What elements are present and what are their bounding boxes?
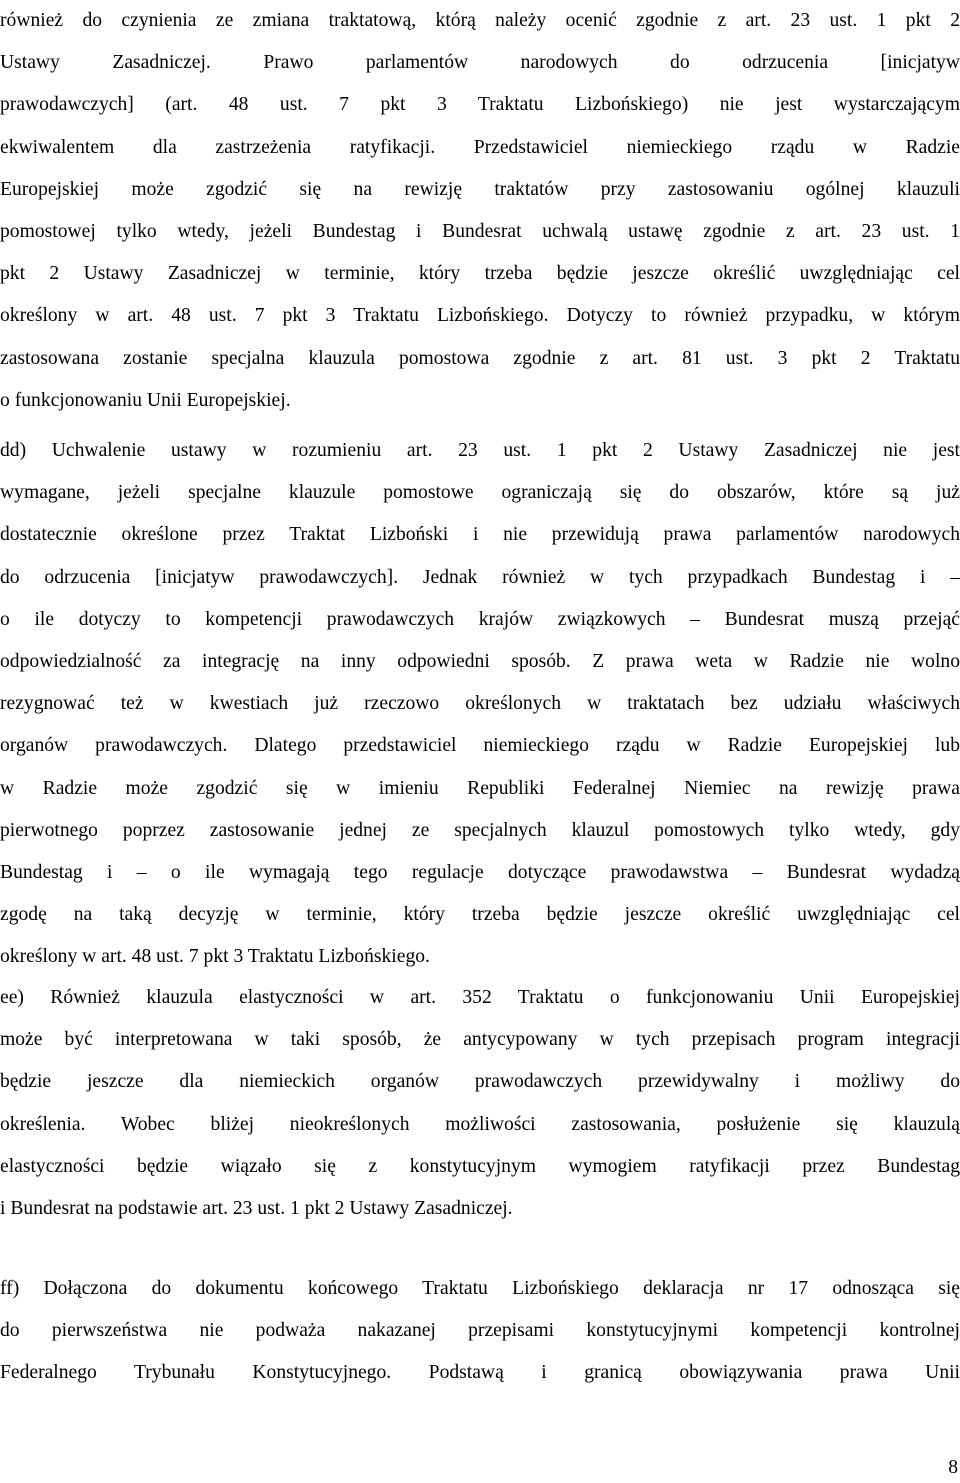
paragraph-ff [0,1268,960,1395]
paragraph-ee [0,977,960,1230]
text-line: Europejskiej może zgodzić się na rewizję traktatów przy zastosowaniu ogólnej klauzuli [0,178,960,200]
text-line: w Radzie może zgodzić się w imieniu Republiki Federalnej Niemiec na rewizję prawa [0,777,960,799]
text-line: wymagane, jeżeli specjalne klauzule pomostowe ograniczają się do obszarów, które są już [0,482,960,504]
page-number: 8 [948,1457,958,1478]
text-line: elastyczności będzie wiązało się z konstytucyjnym wymogiem ratyfikacji przez Bundestag [0,1155,960,1177]
text-line: do pierwszeństwa nie podważa nakazanej przepisami konstytucyjnymi kompetencji kontrolnej [0,1320,960,1342]
text-line: zastosowana zostanie specjalna klauzula pomostowa zgodnie z art. 81 ust. 3 pkt 2 Traktatu [0,347,960,369]
paragraph-dd [0,430,960,978]
text-line: Ustawy Zasadniczej. Prawo parlamentów narodowych do odrzucenia [inicjatyw [0,52,960,74]
text-line: będzie jeszcze dla niemieckich organów prawodawczych przewidywalny i możliwy do [0,1071,960,1093]
paragraph-ratification [0,0,960,422]
text-line: dostatecznie określone przez Traktat Lizboński i nie przewidują prawa parlamentów narodowych [0,524,960,546]
text-line: o funkcjonowaniu Unii Europejskiej. [0,389,291,411]
text-line: pierwotnego poprzez zastosowanie jednej ze specjalnych klauzul pomostowych tylko wtedy, gdy [0,819,960,841]
text-line: rezygnować też w kwestiach już rzeczowo określonych w traktatach bez udziału właściwych [0,693,960,715]
text-line: Federalnego Trybunału Konstytucyjnego. Podstawą i granicą obowiązywania prawa Unii [0,1362,960,1384]
text-line: ee) Również klauzula elastyczności w art. 352 Traktatu o funkcjonowaniu Unii Europejskiej [0,987,960,1008]
text-line: i Bundesrat na podstawie art. 23 ust. 1 pkt 2 Ustawy Zasadniczej. [0,1197,513,1219]
text-line: ff) Dołączona do dokumentu końcowego Traktatu Lizbońskiego deklaracja nr 17 odnosząca się [0,1278,960,1299]
text-line: do odrzucenia [inicjatyw prawodawczych]. Jednak również w tych przypadkach Bundestag i – [0,566,960,588]
text-line: o ile dotyczy to kompetencji prawodawczych krajów związkowych – Bundesrat muszą przejąć [0,608,960,630]
text-line: określony w art. 48 ust. 7 pkt 3 Traktatu Lizbońskiego. [0,946,430,968]
text-line: również do czynienia ze zmiana traktatową, którą należy ocenić zgodnie z art. 23 ust. 1 pkt 2 [0,10,960,31]
text-line: Bundestag i – o ile wymagają tego regulacje dotyczące prawodawstwa – Bundesrat wydadzą [0,861,960,883]
text-line: prawodawczych] (art. 48 ust. 7 pkt 3 Traktatu Lizbońskiego) nie jest wystarczającym [0,94,960,116]
text-line: pomostowej tylko wtedy, jeżeli Bundestag i Bundesrat uchwalą ustawę zgodnie z art. 23 ust. 1 [0,220,960,242]
text-line: dd) Uchwalenie ustawy w rozumieniu art. 23 ust. 1 pkt 2 Ustawy Zasadniczej nie jest [0,440,960,461]
text-line: zgodę na taką decyzję w terminie, który trzeba będzie jeszcze określić uwzględniając cel [0,904,960,926]
text-line: określenia. Wobec bliżej nieokreślonych możliwości zastosowania, posłużenie się klauzulą [0,1113,960,1135]
text-line: odpowiedzialność za integrację na inny odpowiedni sposób. Z prawa weta w Radzie nie wolno [0,650,960,672]
text-line: pkt 2 Ustawy Zasadniczej w terminie, który trzeba będzie jeszcze określić uwzględniając cel [0,263,960,285]
text-line: może być interpretowana w taki sposób, że antycypowany w tych przepisach program integracji [0,1029,960,1051]
text-line: organów prawodawczych. Dlatego przedstawiciel niemieckiego rządu w Radzie Europejskiej lub [0,735,960,757]
text-line: ekwiwalentem dla zastrzeżenia ratyfikacji. Przedstawiciel niemieckiego rządu w Radzie [0,136,960,158]
text-line: określony w art. 48 ust. 7 pkt 3 Traktatu Lizbońskiego. Dotyczy to również przypadku, w którym [0,305,960,327]
